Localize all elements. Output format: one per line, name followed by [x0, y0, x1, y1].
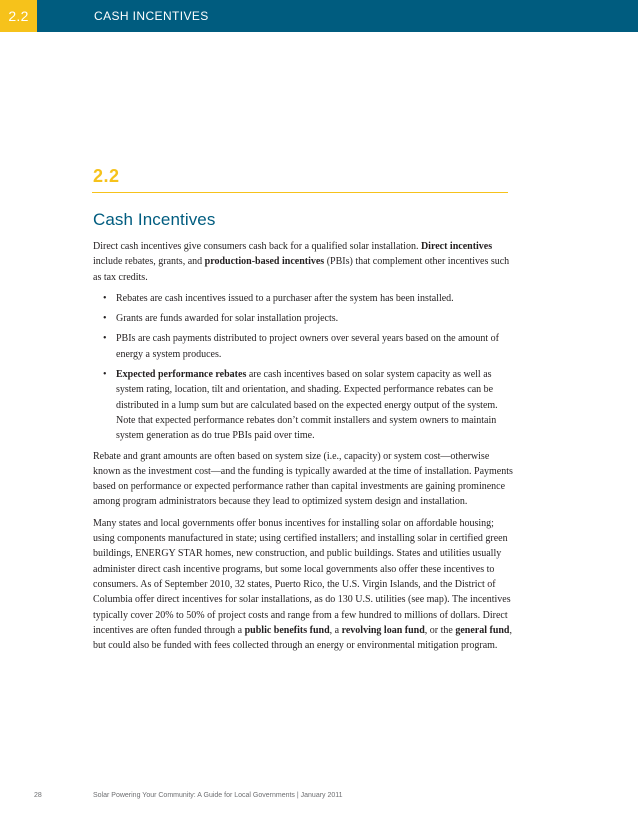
- body-text: [93, 239, 513, 659]
- list-item-expected-performance-rebates: [93, 367, 513, 443]
- bullet-icon: •: [103, 369, 107, 381]
- bullet-icon: •: [103, 313, 107, 325]
- header-section-number: 2.2: [0, 0, 37, 32]
- para3-text-3: , or the: [424, 624, 456, 636]
- list-item-text: are cash incentives based on solar system capacity as well as system rating, location, tilt and orientation, and shading. Expected performance rebates can be distributed in a lump sum but are calculated based on the expected energy output of the system. Note that expected performance rebates don’t commit installers and system owners to maintain system generation as do true PBIs paid over time.: [116, 369, 498, 442]
- term-direct-incentives: Direct incentives: [420, 241, 493, 252]
- paragraph-bonus-incentives: [93, 516, 513, 654]
- footer-text: Solar Powering Your Community: A Guide for Local Governments | January 2011: [93, 792, 343, 799]
- list-item-pbis: [93, 331, 513, 362]
- intro-paragraph: [93, 239, 513, 285]
- term-general-fund: general fund: [455, 624, 510, 636]
- list-item-rebates: [93, 291, 513, 306]
- term-revolving-loan-fund: revolving loan fund: [341, 624, 425, 636]
- para3-text-2: , a: [329, 624, 342, 636]
- list-item-grants: [93, 311, 513, 326]
- bullet-icon: •: [103, 333, 107, 345]
- header-section-title: CASH INCENTIVES: [94, 9, 209, 23]
- bullet-icon: •: [103, 292, 107, 304]
- para3-text-1: Many states and local governments offer bonus incentives for installing solar on affordable housing; using components manufactured in state; using certified installers; and installing solar in certified green buildings, ENERGY STAR homes, new construction, and public buildings. States and utilities usually administer direct cash incentive programs, but some local governments also offer these incentives to consumers. As of September 2010, 32 states, Puerto Rico, the U.S. Virgin Islands, and the District of Columbia offer direct incentives for solar installations, as do 130 U.S. utilities (see map). The incentives typically cover 20% to 50% of project costs and range from a few hundred to millions of dollars. Direct incentives are often funded through a: [93, 517, 511, 636]
- intro-text-3: (PBIs) that complement other incentives such as tax credits.: [93, 256, 510, 283]
- list-item-text: Grants are funds awarded for solar installation projects.: [116, 313, 339, 325]
- term-expected-performance-rebates: Expected performance rebates: [116, 369, 247, 381]
- intro-text-1: Direct cash incentives give consumers cash back for a qualified solar installation.: [93, 241, 421, 252]
- paragraph-rebate-amounts: Rebate and grant amounts are often based on system size (i.e., capacity) or system cost—otherwise known as the investment cost—and the funding is typically awarded at the time of installation. Payments based on performance or expected performance rather than capital investments are gaining prominence among program administrators because they lead to optimized system design and installation.: [93, 450, 513, 508]
- incentive-list: [93, 291, 513, 444]
- term-production-based-incentives: production-based incentives: [204, 256, 325, 268]
- page-number: 28: [34, 792, 42, 799]
- list-item-text: Rebates are cash incentives issued to a purchaser after the system has been installed.: [116, 292, 454, 304]
- term-public-benefits-fund: public benefits fund: [244, 624, 330, 636]
- para3-text-4: , but could also be funded with fees collected through an energy or environmental mitigation program.: [93, 624, 512, 652]
- section-number: 2.2: [93, 166, 120, 186]
- section-title: Cash Incentives: [93, 210, 216, 229]
- section-divider: [92, 192, 508, 193]
- list-item-text: PBIs are cash payments distributed to project owners over several years based on the amount of energy a system produces.: [116, 333, 499, 360]
- intro-text-2: include rebates, grants, and: [93, 256, 205, 268]
